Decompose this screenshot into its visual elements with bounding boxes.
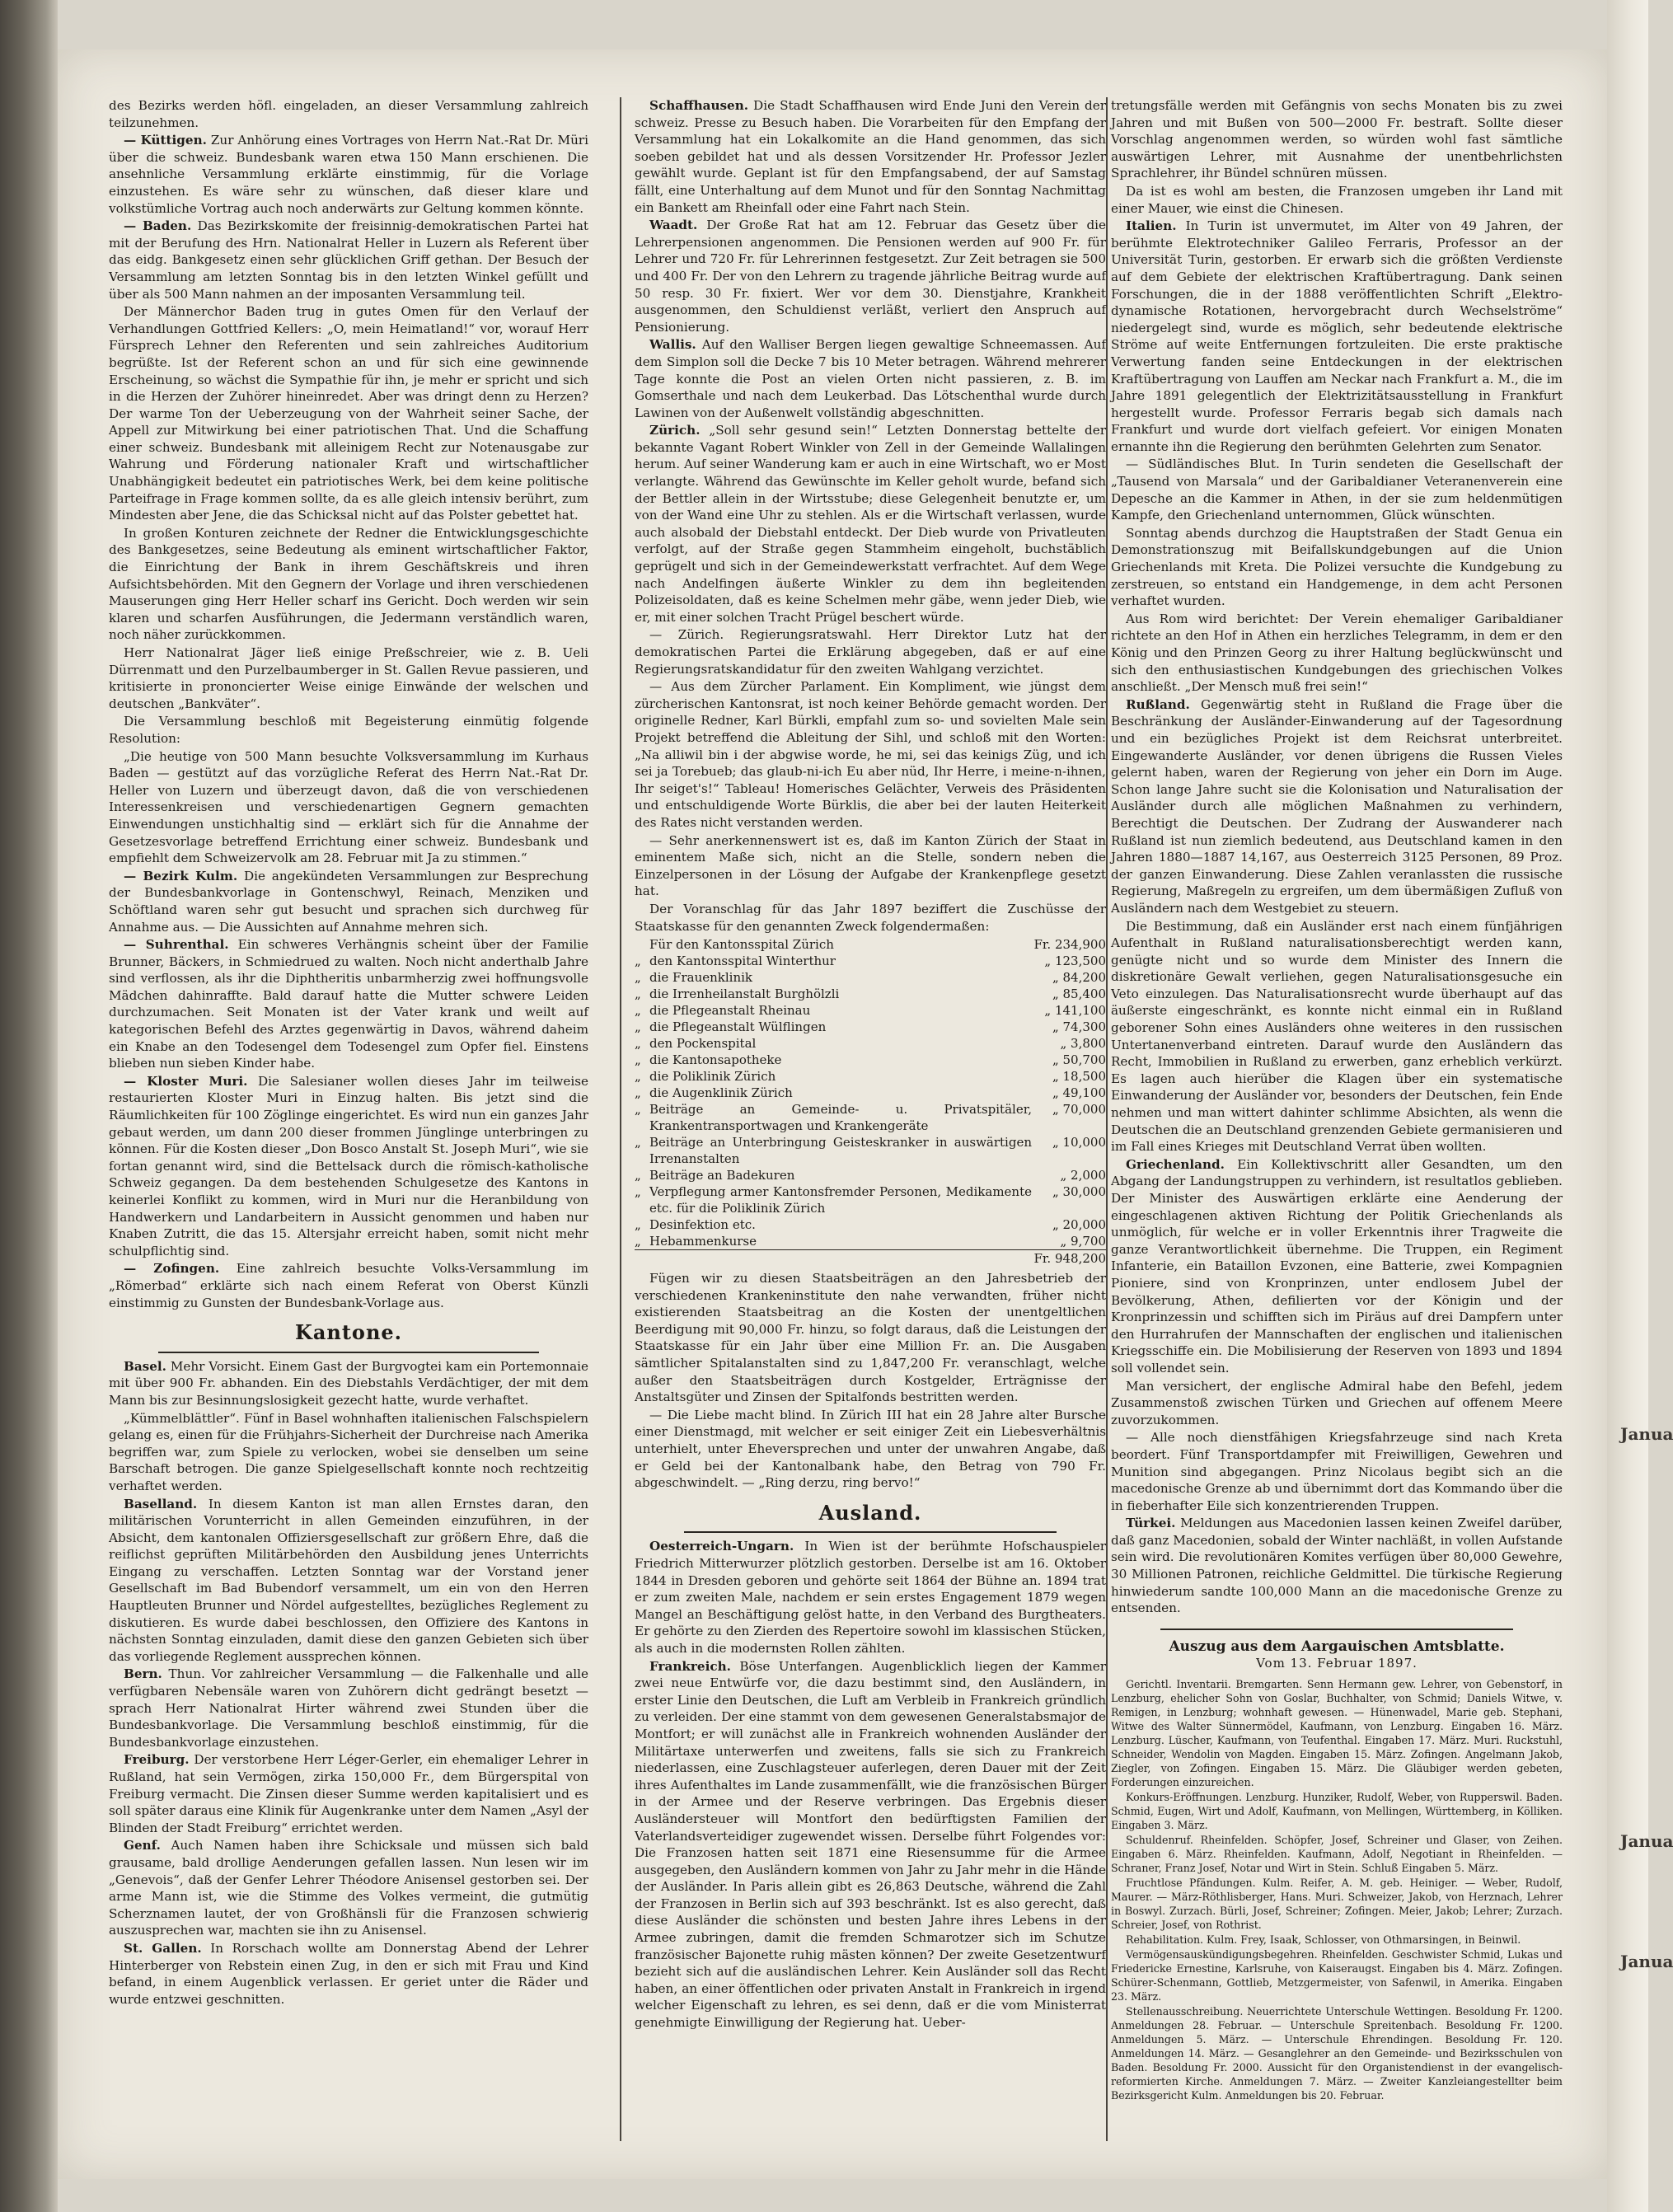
article-text: Der verstorbene Herr Léger-Gerler, ein ehemaliger Lehrer in Rußland, hat sein Vermögen, zirka 150,000 Fr., dem Bürgerspital von Freiburg vermacht. Die Zinsen dieser Summe werden kapitalisiert und es soll später daraus eine Klinik für Augenkranke unter dem Namen „Asyl der Blinden der Stadt Freiburg“ errichtet werden.: [109, 1752, 588, 1835]
ditto-mark: „: [635, 1036, 641, 1052]
table-cell-label: die Irrenheilanstalt Burghölzli: [649, 986, 840, 1002]
ditto-mark: „: [635, 1135, 641, 1151]
article: [635, 336, 1106, 421]
table-total: Fr. 948,200: [1032, 1250, 1106, 1268]
article-heading: Genf.: [124, 1838, 161, 1853]
article-text: Aus Rom wird berichtet: Der Verein ehemaliger Garibaldianer richtete an den Hof in Athen ein herzliches Telegramm, in dem er den König und den Prinzen Georg zu ihrer Haltung beglückwünscht und sich den enthusiastischen Kundgebungen des griechischen Volkes anschließt. „Der Mensch muß frei sein!“: [1111, 611, 1563, 695]
section-rule: [1160, 1629, 1513, 1630]
table-row: [635, 936, 1106, 953]
table-cell-label: Beiträge an Gemeinde- u. Privatspitäler, Krankentransportwagen und Krankengeräte: [649, 1102, 1032, 1134]
table-row: [635, 1134, 1106, 1167]
notice: Stellenausschreibung. Neuerrichtete Unterschule Wettingen. Besoldung Fr. 1200. Anmeldungen 28. Februar. — Unterschule Spreitenbach. Besoldung Fr. 1200. Anmeldungen 5. März. — Unterschule Ehrendingen. Besoldung Fr. 120. Anmeldungen 14. März. — Gesanglehrer an den Gemeinde- und Bezirksschulen von Baden. Besoldung Fr. 2000. Aussicht für den Organistendienst in der evangelisch-reformierten Kirche. Anmeldungen 7. März. — Zweiter Kanzleiangestellter beim Bezirksgericht Kulm. Anmeldungen bis 20. Februar.: [1111, 2005, 1563, 2102]
table-cell-label: die Poliklinik Zürich: [649, 1069, 776, 1085]
ditto-mark: „: [635, 1102, 641, 1118]
article-text: Das Bezirkskomite der freisinnig-demokratischen Partei hat mit der Berufung des Hrn. Nationalrat Heller in Luzern als Referent über das eidg. Bankgesetz einen sehr glücklichen Griff gethan. Der Besuch der Versammlung am letzten Sonntag bis in den letzten Winkel gefüllt und über als 500 Mann nahmen an der imposanten Versammlung teil.: [109, 218, 589, 302]
article: [109, 1751, 588, 1836]
article-text: Fügen wir zu diesen Staatsbeiträgen an den Jahresbetrieb der verschiedenen Krankeninstitute den nahe verwandten, früher nicht existierenden Staatsbeitrag an die Kosten der unentgeltlichen Beerdigung mit 90,000 Fr. hinzu, so folgt daraus, daß die Leistungen der Staatskasse für ein Jahr über eine Million Fr. an. Die Ausgaben sämtlicher Spitalanstalten sind zu 1,847,200 Fr. veranschlagt, welche außer den Staatsbeiträgen durch Kostgelder, Erträgnisse der Anstaltsgüter und Zinsen der Spitalfonds bestritten werden.: [635, 1271, 1106, 1405]
article-heading: Rußland.: [1126, 696, 1190, 712]
article-text: Die angekündeten Versammlungen zur Besprechung der Bundesbankvorlage in Gontenschwyl, Reinach, Menziken und Schöftland waren sehr gut besucht und sprachen sich durchweg für Annahme aus. — Die Aussichten auf Annahme mehren sich.: [109, 868, 589, 935]
empty-cell: [635, 1250, 649, 1268]
table-cell-label: die Kantonsapotheke: [649, 1052, 782, 1068]
table-row: [635, 1002, 1106, 1019]
table-row: [635, 1085, 1106, 1101]
edge-fragment: Janua: [1620, 1831, 1673, 1851]
article-text: „Soll sehr gesund sein!“ Letzten Donnerstag bettelte der bekannte Vagant Robert Winkler von Zell in der Gemeinde Wallalingen herum. Auf seiner Wanderung kam er auch in eine Wirtschaft, wo er Most verlangte. Während das Gewünschte im Keller geholt wurde, befand sich der Bettler allein in der Wirtsstube; diese Gelegenheit benutzte er, um von der Wand eine Uhr zu stehlen. Als er die Wirtschaft verlassen, wurde auch alsobald der Diebstahl entdeckt. Der Dieb wurde von Privatleuten verfolgt, auf der Straße gegen Stammheim eingeholt, buchstäblich geprügelt und sich in der Gemeindewerkstatt verfrachtet. Auf dem Wege nach Andelfingen äußerte Winkler zu dem ihn begleitenden Polizeisoldaten, daß es keine Schelmen mehr gäbe, wenn jeder Dieb, wie er, mit einer solchen Tracht Prügel beschert würde.: [635, 423, 1106, 625]
article-text: In Rorschach wollte am Donnerstag Abend der Lehrer Hinterberger von Rebstein einen Zug, in den er sich mit Frau und Kind befand, in einem Augenblick verlassen. Er geriet unter die Räder und wurde entzwei geschnitten.: [109, 1940, 589, 2007]
article-heading: Italien.: [1126, 218, 1177, 234]
article-heading: — Kloster Muri.: [124, 1073, 248, 1089]
article-text: Böse Unterfangen. Augenblicklich liegen der Kammer zwei neue Entwürfe vor, die dazu bestimmt sind, den Ausländern, in erster Linie den Deutschen, die Luft am Verbleib in Frankreich gründlich zu verleiden. Der eine stammt von dem gewesenen Generalstabsmajor de Montfort; er will zunächst alle in Frankreich wohnenden Ausländer der Militärtaxe unterwerfen und zweitens, falls sie sich zu Frankreich niederlassen, eine Zuschlagsteuer auferlegen, deren Dauer mit der Zeit ihres Aufenthaltes im Lande zusammenfällt, wie die französischen Bürger in der Armee und der Reserve verbringen. Das Ergebnis dieser Ausländersteuer will Montfort den bedürftigsten Familien der Vaterlandsverteidiger zugewendet wissen. Derselbe führt Folgendes vor: Die Franzosen hatten seit 1871 eine Riesensumme für die Armee ausgegeben, den Ausländern kommen von Jahr zu Jahr mehr in die Hände der Ausländer. In Paris allein gibt es 26,863 Deutsche, während die Zahl der Franzosen in Berlin sich auf 393 beschränkt. Ist es also gerecht, daß diese Ausländer die schönsten und besten Jahre ihres Lebens in der Armee zubringen, damit die fremden Schmarotzer sich im Schutze französischer Bajonette ruhig mästen können? Der zweite Gesetzentwurf bezieht sich auf die ausländischen Lehrer. Kein Ausländer soll das Recht haben, an einer öffentlichen oder privaten Anstalt in Frankreich in irgend welcher Eigenschaft zu lehren, es sei denn, daß er die vom Ministerrat genehmigte Einwilligung der Regierung hat. Ueber-: [635, 1658, 1107, 2031]
edge-fragment: Janua: [1620, 1424, 1673, 1444]
table-row: [635, 1101, 1106, 1134]
article-heading: Baselland.: [124, 1496, 198, 1511]
article-text: Ein schweres Verhängnis scheint über der Familie Brunner, Bäckers, in Schmiedrued zu walten. Noch nicht anderthalb Jahre sind verflossen, als ihr die Diphtheritis unbarmherzig zwei hoffnungsvolle Mädchen dahinraffte. Bald darauf hatte die Mutter schwere Leiden durchzumachen. Seit Monaten ist der Vater krank und weilt auf kategorischen Befehl des Arztes gegenwärtig in Davos, während daheim ein Knabe an den Todesengel dem Todesengel zum Opfer fiel. Einstens blieben nun sieben Kinder habe.: [109, 937, 589, 1071]
ditto-mark: „: [635, 954, 641, 969]
article: [109, 132, 588, 217]
article-heading: Waadt.: [649, 218, 698, 233]
article: [635, 422, 1106, 626]
article: [109, 936, 588, 1072]
ditto-mark: „: [635, 1234, 641, 1249]
table-row: [635, 1035, 1106, 1052]
article: [109, 1940, 588, 2008]
article: [109, 1666, 588, 1750]
article-heading: Griechenland.: [1126, 1156, 1225, 1172]
column-rule: [1106, 97, 1108, 2141]
article: [635, 97, 1106, 216]
article-text: In großen Konturen zeichnete der Redner die Entwicklungsgeschichte des Bankgesetzes, seine Bedeutung als eminent wirtschaftlicher Faktor, die Einrichtung der Bank in ihrem Geschäftskreis und ihren Aufsichtsbehörden. Mit den Gegnern der Vorlage und ihren verschiedenen Mauserungen ging Herr Heller scharf ins Gericht. Doch werden wir sein klaren und scharfen Ausführungen, die Jedermann verständlich waren, noch näher zurückkommen.: [109, 525, 588, 643]
article-text: Die Salesianer wollen dieses Jahr im teilweise restaurierten Kloster Muri in Einzug halten. Bis jetzt sind die Räumlichkeiten für 100 Zöglinge eingerichtet. Es wird nun ein ganzes Jahr gebaut werden, um dann 200 dieser frommen Jünglinge unterbringen zu können. Für die Kosten dieser „Don Bosco Anstalt St. Joseph Muri“, wie sie fortan genannt wird, sind die Bettelsack durch die römisch-katholische Schweiz gegangen. Da dem bestehenden Schulgesetze des Kantons in keinerlei Konflikt zu kommen, wird in Muri nur die Heranbildung von Handwerkern und Landarbeitern in Aussicht genommen und haben nur Knaben Zutritt, die das 15. Altersjahr erreicht haben, somit nicht mehr schulpflichtig sind.: [109, 1073, 588, 1258]
column-rule: [620, 97, 621, 2141]
article: [635, 1658, 1106, 2032]
article-text: — Die Liebe macht blind. In Zürich III hat ein 28 Jahre alter Bursche einer Dienstmagd, mit welcher er seit einiger Zeit ein Liebesverhältnis unterhielt, unter Eheversprechen und unter der unwahren Angabe, daß er Geld bei der Kantonalbank habe, den Betrag von 790 Fr. abgeschwindelt. — „Ring derzu, ring bervo!“: [635, 1407, 1106, 1491]
article-text: Auch Namen haben ihre Schicksale und müssen sich bald grausame, bald drollige Aenderungen gefallen lassen. Nun lesen wir im „Genevois“, daß der Genfer Lehrer Théodore Anisensel gestorben sei. Der arme Mann ist, wie die Stimme des Volkes vermeint, die gutmütig Scherznamen lautet, der von Großhänsli für die Franzosen schwierig auszusprechen war, machten sie ihn zu Anisensel.: [109, 1838, 588, 1938]
ditto-mark: „: [635, 1217, 641, 1233]
section-heading-ausland: Ausland.: [818, 1500, 922, 1525]
ditto-mark: [635, 936, 649, 953]
article-text: Gegenwärtig steht in Rußland die Frage über die Beschränkung der Ausländer-Einwanderung auf der Tagesordnung und ein bezügliches Projekt ist dem Reichsrat unterbreitet. Eingewanderte Ausländer, vor denen übrigens die Russen Vieles gelernt haben, waren der Regierung von jeher ein Dorn im Auge. Schon lange Jahre sucht sie die Kolonisation und Naturalisation der Ausländer durch alle möglichen Maßnahmen zu verhindern, Berechtigt die Deutschen. Der Zudrang der Auswanderer nach Rußland ist nun ziemlich bedeutend, aus Deutschland kamen in den Jahren 1880—1887 14,167, aus Oesterreich 3125 Personen, 89 Proz. der ganzen Einwanderung. Diese Zahlen veranlassten die russische Regierung, Maßregeln zu ergreifen, um dem übermäßigen Zufluß von Ausländern nach dem Westgebiet zu steuern.: [1111, 696, 1563, 916]
article-text: — Südländisches Blut. In Turin sendeten die Gesellschaft der „Tausend von Marsala“ und der Garibaldianer Veteranenverein eine Depesche an die Kammer in Athen, in der sie zum heldenmütigen Kampfe, den Griechenland unternommen, Glück wünschten.: [1111, 457, 1563, 523]
article: [1111, 1156, 1563, 1377]
table-row: [635, 1068, 1106, 1085]
article-heading: Freiburg.: [124, 1752, 190, 1768]
article: [109, 1073, 588, 1260]
amtsblatt-notices: [1111, 1677, 1563, 2102]
notice: Gerichtl. Inventarii. Bremgarten. Senn Hermann gew. Lehrer, von Gebenstorf, in Lenzburg, ehelicher Sohn von Goslar, Buchhalter, von Schmid; Daniels Witwe, v. Remigen, in Lenzburg; wohnhaft gewesen. — Hünenwadel, Marie geb. Stephani, Witwe des Walter Sünnermödel, Kaufmann, von Lenzburg. Eingaben 16. März. Lenzburg. Lüscher, Kaufmann, von Teufenthal. Eingaben 17. März. Muri. Ruckstuhl, Schneider, Wendolin von Magden. Eingaben 15. März. Zofingen. Angelmann Jakob, Ziegler, von Zofingen. Eingaben 15. März. Die Gläubiger werden gebeten, Forderungen einzureichen.: [1111, 1678, 1563, 1789]
table-cell-amount: „ 20,000: [1052, 1217, 1106, 1233]
article-text: Thun. Vor zahlreicher Versammlung — die Falkenhalle und alle verfügbaren Nebensäle waren von Zuhörern dicht gedrängt besetzt — sprach Herr Nationalrat Hirter während zwei Stunden über die Bundesbankvorlage. Die Versammlung beschloß einstimmig, für die Bundesbankvorlage einzustehen.: [109, 1666, 589, 1750]
table-cell-amount: „ 85,400: [1052, 986, 1106, 1002]
table-row: [635, 1052, 1106, 1068]
article-text: — Aus dem Zürcher Parlament. Ein Kompliment, wie jüngst dem zürcherischen Kantonsrat, ist noch keiner Behörde gemacht worden. Der originelle Redner, Karl Bürkli, empfahl zum so- und sovielten Male sein Projekt betreffend die Ableitung der Sihl, und schloß mit den Worten: „Na alliwil bin i der abgwise worde, he mi, sei das keinigs Züg, und ich sei ja Torebueb; das glaub-ni-ich Eu aber nüd, Ihr Herre, i meine-n-ihnen, Ihr seiget's!“ Tableau! Homerisches Gelächter, Verweis des Präsidenten und entschuldigende Worte Bürklis, die aber bei der lauten Heiterkeit des Rates nicht verstanden werden.: [635, 679, 1106, 830]
article-heading: — Küttigen.: [124, 133, 207, 148]
article-text: — Zürich. Regierungsratswahl. Herr Direktor Lutz hat der demokratischen Partei die Erklärung abgegeben, daß er auf eine Regierungsratskandidatur für den zweiten Wahlgang verzichtet.: [635, 627, 1106, 677]
amtsblatt-title: Auszug aus dem Aargauischen Amtsblatte.: [1169, 1638, 1505, 1655]
table-cell-label: Beiträge an Unterbringung Geisteskranker in auswärtigen Irrenanstalten: [649, 1135, 1032, 1167]
article-heading: Zürich.: [649, 423, 701, 438]
article-text: In Wien ist der berühmte Hofschauspieler Friedrich Mitterwurzer plötzlich gestorben. Derselbe ist am 16. Oktober 1844 in Dresden geboren und gehörte seit 1864 der Bühne an. 1894 trat er zum zweiten Male, nachdem er sein erstes Engagement 1879 wegen Mangel an Beschäftigung gelöst hatte, in den Verband des Burgtheaters. Er gehörte zu den Zierden des Repertoire sowohl im klassischen Stücken, als auch in die modernsten Rollen zählten.: [635, 1539, 1106, 1656]
article-text: Sonntag abends durchzog die Hauptstraßen der Stadt Genua ein Demonstrationszug mit Beifallskundgebungen auf die Union Griechenlands mit Kreta. Die Polizei versuchte die Kundgebung zu zerstreuen, so entstand ein Handgemenge, in dem acht Personen verhaftet wurden.: [1111, 525, 1563, 609]
table-cell-amount: „ 74,300: [1052, 1019, 1106, 1035]
article: [1111, 696, 1563, 917]
table-cell-label: die Pflegeanstalt Rheinau: [649, 1003, 811, 1019]
section-heading-kantone: Kantone.: [294, 1320, 403, 1345]
article: [635, 217, 1106, 335]
ditto-mark: „: [635, 1069, 641, 1085]
table-cell-amount: „ 18,500: [1052, 1069, 1106, 1085]
notice: Konkurs-Eröffnungen. Lenzburg. Hunziker, Rudolf, Weber, von Rupperswil. Baden. Schmid, Eugen, Wirt und Adolf, Kaufmann, von Mellingen, Württemberg, in Kölliken. Eingaben 3. März.: [1111, 1791, 1563, 1832]
article-text: — Sehr anerkennenswert ist es, daß im Kanton Zürich der Staat in eminentem Maße sich, nicht an die Stelle, sondern neben die Einzelpersonen in der Lösung der Aufgabe der Krankenpflege gesetzt hat.: [635, 832, 1106, 899]
table-cell-amount: „ 30,000: [1052, 1184, 1106, 1200]
article: [109, 1358, 588, 1409]
table-cell-amount: „ 3,800: [1060, 1036, 1106, 1052]
article: [1111, 218, 1563, 455]
article-text: tretungsfälle werden mit Gefängnis von sechs Monaten bis zu zwei Jahren und mit Bußen von 500—2000 Fr. bestraft. Sollte dieser Vorschlag angenommen werden, so würden wohl fast sämtliche auswärtigen Lehrer, mit Ausnahme der unentbehrlichsten Sprachlehrer, ihr Bündel schnüren müssen.: [1111, 98, 1563, 181]
table-cell-label: den Kantonsspital Winterthur: [649, 954, 836, 969]
article-text: Der Große Rat hat am 12. Februar das Gesetz über die Lehrerpensionen angenommen. Die Pensionen werden auf 900 Fr. für Lehrer und 720 Fr. für Lehrerinnen festgesetzt. Zur Zeit betragen sie 500 und 400 Fr. Der von den Lehrern zu tragende jährliche Beitrag wurde auf 50 resp. 30 Fr. fixiert. Wer vor dem 30. Dienstjahre, Krankheit ausgenommen, den Schuldienst verläßt, verliert den Anspruch auf Pensionierung.: [635, 218, 1107, 335]
article-heading: Schaffhausen.: [649, 98, 749, 113]
article-heading: Bern.: [124, 1666, 162, 1682]
table-row: [635, 1183, 1106, 1216]
article-heading: — Baden.: [124, 218, 192, 234]
table-cell-amount: Fr. 234,900: [1033, 937, 1106, 953]
article-heading: Frankreich.: [649, 1658, 731, 1674]
table-cell-label: Hebammenkurse: [649, 1234, 757, 1249]
next-page-edge: [1607, 0, 1648, 2212]
article-heading: Wallis.: [649, 337, 696, 353]
article-text: „Die heutige von 500 Mann besuchte Volksversammlung im Kurhaus Baden — gestützt auf das vorzügliche Referat des Herrn Nat.-Rat Dr. Heller von Luzern und überzeugt davon, daß die von verschiedenen Interessenkreisen und verschiedenartigen Gegnern gemachten Einwendungen unstichhaltig sind — erklärt sich für die Annahme der Gesetzesvorlage betreffend Errichtung einer schweiz. Bundesbank und empfiehlt dem Schweizervolk am 28. Februar mit Ja zu stimmen.“: [109, 748, 588, 866]
ditto-mark: „: [635, 1184, 641, 1200]
table-cell-label: Für den Kantonsspital Zürich: [649, 937, 834, 953]
ditto-mark: „: [635, 1019, 641, 1035]
table-row: [635, 953, 1106, 969]
column-left: [109, 97, 588, 2166]
table-cell-amount: „ 49,100: [1052, 1085, 1106, 1101]
article: [635, 1538, 1106, 1657]
table-row: [635, 1216, 1106, 1233]
article-text: Herr Nationalrat Jäger ließ einige Preßschreier, wie z. B. Ueli Dürrenmatt und den Purzelbaumberger in St. Gallen Revue passieren, und kritisierte in prononcierter Weise einige Einwände der welschen und deutschen „Bankväter“.: [109, 645, 588, 711]
edge-fragment: Janua: [1620, 1952, 1673, 1971]
table-cell-label: die Frauenklinik: [649, 970, 752, 986]
table-cell-amount: „ 9,700: [1060, 1234, 1106, 1249]
notice: Vermögensauskündigungsbegehren. Rheinfelden. Geschwister Schmid, Lukas und Friedericke Ernestine, Karlsruhe, von Kaiseraugst. Eingaben bis 4. März. Zofingen. Schürer-Schenmann, Gottlieb, Metzgermeister, von Safenwil, in Amerika. Eingaben 23. März.: [1111, 1948, 1563, 2003]
article-heading: Basel.: [124, 1358, 166, 1374]
ditto-mark: „: [635, 1168, 641, 1183]
article-heading: — Zofingen.: [124, 1261, 220, 1277]
article-text: Eine zahlreich besuchte Volks-Versammlung im „Römerbad“ erklärte sich nach einem Referat von Oberst Künzli einstimmig zu Gunsten der Bundesbank-Vorlage aus.: [109, 1261, 589, 1310]
article: [109, 868, 588, 935]
table-cell-label: Verpflegung armer Kantonsfremder Personen, Medikamente etc. für die Poliklinik Zürich: [649, 1184, 1032, 1216]
table-cell-amount: „ 50,700: [1052, 1052, 1106, 1068]
article-text: Meldungen aus Macedonien lassen keinen Zweifel darüber, daß ganz Macedonien, sobald der Winter nachläßt, in vollen Aufstande sein wird. Die revolutionären Komites verfügen über 80,000 Gewehre, 30 Millionen Patronen, reichliche Geldmittel. Die türkische Regierung hinwiederum sandte 100,000 Mann an die macedonische Grenze zu entsenden.: [1111, 1516, 1563, 1616]
ditto-mark: „: [635, 1085, 641, 1101]
notice: Schuldenruf. Rheinfelden. Schöpfer, Josef, Schreiner und Glaser, von Zeihen. Eingaben 6. März. Rheinfelden. Kaufmann, Adolf, Negotiant in Rheinfelden. — Schraner, Franz Josef, Notar und Wirt in Stein. Schluß Eingaben 5. März.: [1111, 1834, 1563, 1875]
table-row: [635, 1233, 1106, 1250]
notice: Rehabilitation. Kulm. Frey, Isaak, Schlosser, von Othmarsingen, in Beinwil.: [1126, 1933, 1521, 1947]
article-text: „Kümmelblättler“. Fünf in Basel wohnhaften italienischen Falschspielern gelang es, einen für die Frühjahrs-Sicherheit der Durchreise nach Amerika begriffen war, zum Spiele zu verlocken, wobei sie denselben um seine Barschaft betrogen. Die ganze Spielgesellschaft konnte noch rechtzeitig verhaftet werden.: [109, 1410, 588, 1493]
ditto-mark: „: [635, 986, 641, 1002]
article-heading: — Bezirk Kulm.: [124, 868, 238, 883]
article-text: Zur Anhörung eines Vortrages von Herrn Nat.-Rat Dr. Müri über die schweiz. Bundesbank waren etwa 150 Mann erschienen. Die ansehnliche Versammlung erklärte einstimmig, für die Vorlage einzustehen. Es wäre sehr zu wünschen, daß dieser klare und volkstümliche Vortrag auch noch anderwärts zur Geltung kommen könnte.: [109, 133, 588, 216]
table-cell-label: die Pflegeanstalt Wülflingen: [649, 1019, 827, 1035]
article: [109, 218, 588, 302]
article-text: Mehr Vorsicht. Einem Gast der Burgvogtei kam ein Portemonnaie mit über 900 Fr. abhanden. Ein des Diebstahls Verdächtiger, der mit dem Mann bis zur Besinnungslosigkeit gezecht hatte, wurde verhaftet.: [109, 1358, 588, 1408]
table-cell-amount: „ 2,000: [1060, 1168, 1106, 1183]
article: [109, 1837, 588, 1939]
article-text: In diesem Kanton ist man allen Ernstes daran, den militärischen Vorunterricht in allen Gemeinden einzuführen, in der Absicht, dem kantonalen Offiziersgesellschaft zur größern Ehre, daß die reiflichst geprüften Militärbehörden den Ausbildung jenes Unterrichts Eingang zu verschaffen. Letzten Sonntag war der Vorstand jener Gesellschaft im Bad Bubendorf versammelt, um ein von den Herren Hauptleuten Brunner und Nördel aufgestelltes, bezügliches Reglement zu diskutieren. Es wurde dabei beschlossen, den Offiziere des Kantons in nächsten Sonntag einzuladen, damit diese den ganzen Gebieten sich über das vorliegende Reglement aussprechen können.: [109, 1496, 588, 1664]
article-heading: Türkei.: [1126, 1516, 1176, 1531]
article-text: Die Versammlung beschloß mit Begeisterung einmütig folgende Resolution:: [109, 714, 588, 746]
article: [109, 1260, 588, 1311]
table-cell-label: die Augenklinik Zürich: [649, 1085, 793, 1101]
ditto-mark: „: [635, 1052, 641, 1068]
section-rule: [158, 1352, 539, 1353]
amtsblatt-date: Vom 13. Februar 1897.: [1256, 1656, 1418, 1671]
column-right: [1111, 97, 1563, 2166]
article-text: In Turin ist unvermutet, im Alter von 49 Jahren, der berühmte Elektrotechniker Galileo Ferraris, Professor an der Universität Turin, gestorben. Er erwarb sich die größten Verdienste auf dem Gebiete der elektrischen Kraftübertragung. Dank seinen Forschungen, die in der 1888 veröffentlichten Schrift „Elektro-dynamische Rotationen, hervorgebracht durch Wechselströme“ niedergelegt sind, wurde es möglich, sehr bedeutende elektrische Ströme auf weite Entfernungen fortzuleiten. Die erste praktische Verwertung fanden seine Entdeckungen in der elektrischen Kraftübertragung von Lauffen am Neckar nach Frankfurt a. M., die im Jahre 1891 gelegentlich der Elektrizitätsausstellung in Frankfurt hergestellt wurde. Professor Ferraris begab sich damals nach Frankfurt und wurde dort vielfach gefeiert. Vor einigen Monaten ernannte ihn die Regierung den berühmten Gelehrten zum Senator.: [1111, 218, 1563, 454]
table-row: [635, 1167, 1106, 1183]
article-text: Da ist es wohl am besten, die Franzosen umgeben ihr Land mit einer Mauer, wie einst die Chinesen.: [1111, 183, 1563, 216]
article-text: Der Männerchor Baden trug in gutes Omen für den Verlauf der Verhandlungen Gottfried Kellers: „O, mein Heimatland!“ vor, worauf Herr Fürsprech Lehner den Referenten und sein zahlreiches Auditorium begrüßte. Ist der Referent schon an und für sich eine gewinnende Erscheinung, so wächst die Sympathie für ihn, je mehr er spricht und sich in die Herzen der Zuhörer hineinredet. Aber was dringt denn zu Herzen? Der warme Ton der Ueberzeugung von der Wahrheit seiner Sache, der Appell zur Mitwirkung bei einer patriotischen That. Und die Schaffung einer schweiz. Bundesbank mit alleinigem Recht zur Notenausgabe zur Wahrung und Förderung nationaler Kraft und wirtschaftlicher Unabhängigkeit bedeutet ein patriotisches Werk, bei dem keine politische Parteifrage in Frage kommen sollte, da es alle gleich intensiv berührt, zum Mindesten aber Jene, die das Schicksal nicht auf das Polster gebettet hat.: [109, 304, 588, 523]
article-text: Ein Kollektivschritt aller Gesandten, um den Abgang der Landungstruppen zu verhindern, ist resultatlos geblieben. Der Minister des Auswärtigen erklärte eine Aenderung der eingeschlagenen aktiven Richtung der Politik Griechenlands als unmöglich, für welche er in voller Erkenntnis ihrer Tragweite die ganze Verantwortlichkeit übernehme. Die Truppen, ein Regiment Infanterie, ein Bataillon Evzonen, eine Batterie, zwei Kompagnien Pioniere, sind von Kronprinzen, unter endlosem Jubel der Bevölkerung, Athen, defilierten vor der Königin und der Kronprinzessin und schifften sich im Piräus auf drei Dampfern unter den Hurrahrufen der Mannschaften der englischen und italienischen Kriegsschiffe ein. Die Mobilisierung der Reserven von 1893 und 1894 soll vollendet sein.: [1111, 1156, 1563, 1375]
ditto-mark: „: [635, 970, 641, 986]
budget-table: [635, 936, 1106, 1267]
section-rule: [684, 1531, 1057, 1533]
book-binding: [0, 0, 58, 2212]
article-text: Auf den Walliser Bergen liegen gewaltige Schneemassen. Auf dem Simplon soll die Decke 7 bis 10 Meter betragen. Während mehrerer Tage konnte die Post an vielen Orten nicht passieren, z. B. im Gomserthale und nach dem Leukerbad. Das Lötschenthal wurde durch Lawinen von der Außenwelt vollständig abgeschnitten.: [635, 337, 1106, 420]
table-cell-amount: „ 70,000: [1052, 1102, 1106, 1118]
column-middle: [635, 97, 1106, 2166]
notice: Fruchtlose Pfändungen. Kulm. Reifer, A. M. geb. Heiniger. — Weber, Rudolf, Maurer. — März-Röthlisberger, Hans. Muri. Schweizer, Jakob, von Herznach, Lehrer in Boswyl. Zurzach. Bürli, Josef, Schreiner; Zofingen. Meier, Jakob; Lehrer; Zurzach. Schreier, Josef, von Rothrist.: [1111, 1877, 1563, 1932]
table-cell-amount: „ 10,000: [1052, 1135, 1106, 1151]
table-cell-amount: „ 141,100: [1044, 1003, 1106, 1019]
table-cell-amount: „ 84,200: [1052, 970, 1106, 986]
article: [109, 1496, 588, 1666]
article-text: Der Voranschlag für das Jahr 1897 beziffert die Zuschüsse der Staatskasse für den genannten Zweck folgendermaßen:: [635, 901, 1106, 934]
article-text: Die Bestimmung, daß ein Ausländer erst nach einem fünfjährigen Aufenthalt in Rußland naturalisationsberechtigt werden kann, genügte nicht und so wurde dem Minister des Innern die diskretionäre Gewalt verliehen, gegen Naturalisationsgesuche ein Veto einzulegen. Das Naturalisationsrecht wurde überhaupt auf das äußerste eingeschränkt, es konnte nicht einmal ein in Rußland geborener Sohn eines Ausländers ohne weiteres in den russischen Untertanenverband eintreten. Darauf wurde den Ausländern das Recht, Immobilien in Rußland zu erwerben, ganz erheblich verkürzt. Es lagen auch hierüber die Klagen über ein systematische Einwanderung der Ausländer vor, besonders der Deutschen, fein Ende nehmen und man wittert dahinter schlimme Absichten, als wenn die Deutschen die an Deutschland grenzenden Gebiete germanisieren und im Fall eines Krieges mit Deutschland Verrat üben wollten.: [1111, 918, 1563, 1155]
article-text: — Alle noch dienstfähigen Kriegsfahrzeuge sind nach Kreta beordert. Fünf Transportdampfer mit Freiwilligen, Gewehren und Munition sind abgegangen. Prinz Nicolaus begibt sich an die macedonische Grenze ab und übernimmt dort das Kommando über die in fieberhafter Eile sich konzentrierenden Truppen.: [1111, 1430, 1563, 1513]
article-text: des Bezirks werden höfl. eingeladen, an dieser Versammlung zahlreich teilzunehmen.: [109, 98, 588, 130]
table-row: [635, 986, 1106, 1002]
article-heading: — Suhrenthal.: [124, 937, 229, 953]
table-cell-amount: „ 123,500: [1044, 954, 1106, 969]
table-cell-label: Desinfektion etc.: [649, 1217, 756, 1233]
table-total-row: [635, 1250, 1106, 1268]
table-cell-label: den Pockenspital: [649, 1036, 757, 1052]
table-cell-label: Beiträge an Badekuren: [649, 1168, 795, 1183]
table-row: [635, 1019, 1106, 1035]
ditto-mark: „: [635, 1003, 641, 1019]
article-heading: Oesterreich-Ungarn.: [649, 1539, 794, 1554]
article-heading: St. Gallen.: [124, 1940, 202, 1956]
table-row: [635, 969, 1106, 986]
empty-cell: [649, 1250, 1032, 1268]
article-text: Man versichert, der englische Admiral habe den Befehl, jedem Zusammenstoß zwischen Türken und Griechen auf offenem Meere zuvorzukommen.: [1111, 1378, 1563, 1427]
article: [1111, 1515, 1563, 1617]
article-text: Die Stadt Schaffhausen wird Ende Juni den Verein der schweiz. Presse zu Besuch haben. Die Vorarbeiten für den Empfang der Versammlung hat ein Lokalkomite an die Hand genommen, das sich soeben gebildet hat und als dessen Vorsitzender Hr. Professor Jezler gewählt wurde. Geplant ist für den Empfangsabend, der auf Samstag fällt, eine Unterhaltung auf dem Munot und für den Sonntag Nachmittag ein Bankett am Rheinfall oder eine Fahrt nach Stein.: [635, 98, 1106, 215]
